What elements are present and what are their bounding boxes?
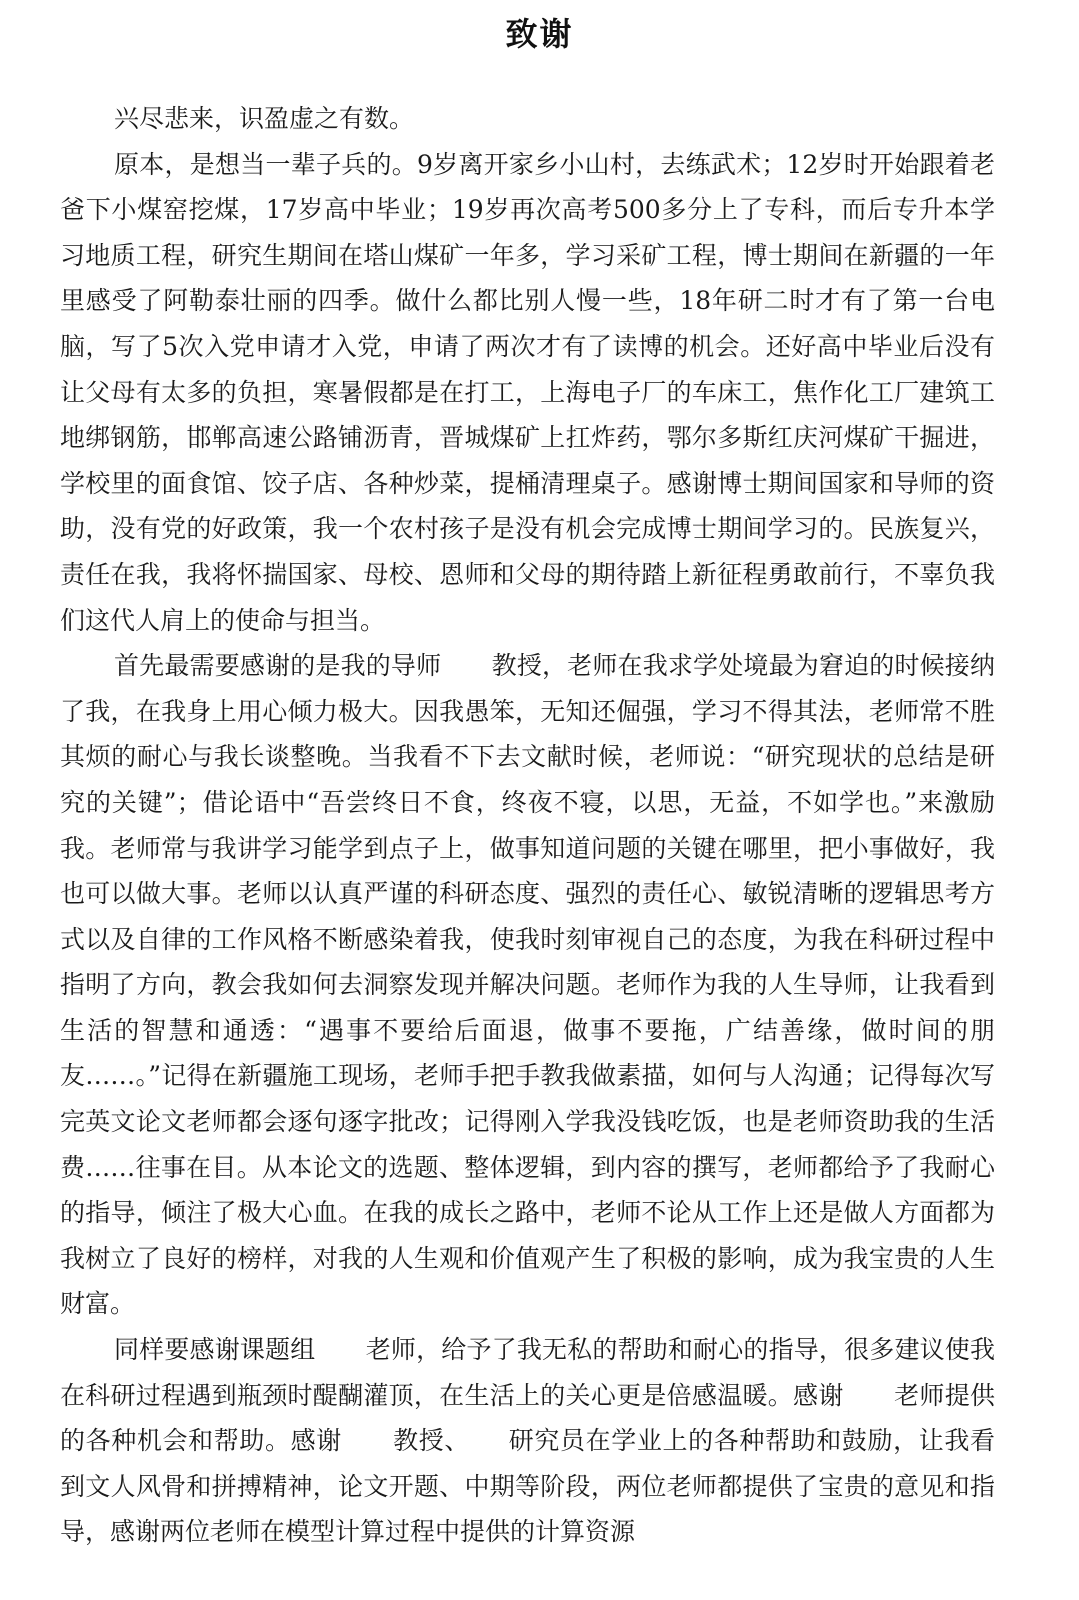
- paragraph-group-thanks: 同样要感谢课题组 老师，给予了我无私的帮助和耐心的指导，很多建议使我在科研过程遇到瓶颈时醍醐灌顶，在生活上的关心更是倍感温暖。感谢 老师提供的各种机会和帮助。感谢 教授、 研究员在学业上的各种帮助和鼓励，让我看到文人风骨和拼搏精神，论文开题、中期等阶段，两位老师都提供了宝贵的意见和指导，感谢两位老师在模型计算过程中提供的计算资源: [60, 1335, 995, 1547]
- paragraph-background: 原本，是想当一辈子兵的。9岁离开家乡小山村，去练武术；12岁时开始跟着老爸下小煤窑挖煤，17岁高中毕业；19岁再次高考500多分上了专科，而后专升本学习地质工程，研究生期间在塔山煤矿一年多，学习采矿工程，博士期间在新疆的一年里感受了阿勒泰壮丽的四季。做什么都比别人慢一些，18年研二时才有了第一台电脑，写了5次入党申请才入党，申请了两次才有了读博的机会。还好高中毕业后没有让父母有太多的负担，寒暑假都是在打工，上海电子厂的车床工，焦作化工厂建筑工地绑钢筋，邯郸高速公路铺沥青，晋城煤矿上扛炸药，鄂尔多斯红庆河煤矿干掘进，学校里的面食馆、饺子店、各种炒菜，提桶清理桌子。感谢博士期间国家和导师的资助，没有党的好政策，我一个农村孩子是没有机会完成博士期间学习的。民族复兴，责任在我，我将怀揣国家、母校、恩师和父母的期待踏上新征程勇敢前行，不辜负我们这代人肩上的使命与担当。: [60, 149, 995, 635]
- page-title: 致谢: [505, 15, 574, 53]
- paragraph-advisor: 首先最需要感谢的是我的导师 教授，老师在我求学处境最为窘迫的时候接纳了我，在我身上用心倾力极大。因我愚笨，无知还倔强，学习不得其法，老师常不胜其烦的耐心与我长谈整晚。当我看不下去文献时候，老师说：“研究现状的总结是研究的关键”；借论语中“吾尝终日不食，终夜不寝，以思，无益，不如学也。”来激励我。老师常与我讲学习能学到点子上，做事知道问题的关键在哪里，把小事做好，我也可以做大事。老师以认真严谨的科研态度、强烈的责任心、敏锐清晰的逻辑思考方式以及自律的工作风格不断感染着我，使我时刻审视自己的态度，为我在科研过程中指明了方向，教会我如何去洞察发现并解决问题。老师作为我的人生导师，让我看到生活的智慧和通透：“遇事不要给后面退，做事不要拖，广结善缘，做时间的朋友……。”记得在新疆施工现场，老师手把手教我做素描，如何与人沟通；记得每次写完英文论文老师都会逐句逐字批改；记得刚入学我没钱吃饭，也是老师资助我的生活费……往事在目。从本论文的选题、整体逻辑，到内容的撰写，老师都给予了我耐心的指导，倾注了极大心血。在我的成长之路中，老师不论从工作上还是做人方面都为我树立了良好的榜样，对我的人生观和价值观产生了积极的影响，成为我宝贵的人生财富。: [60, 651, 995, 1319]
- body-text: [60, 96, 995, 1555]
- paragraph-opening: 兴尽悲来，识盈虚之有数。: [114, 104, 415, 133]
- bottom-fade-overlay: [640, 1564, 1079, 1600]
